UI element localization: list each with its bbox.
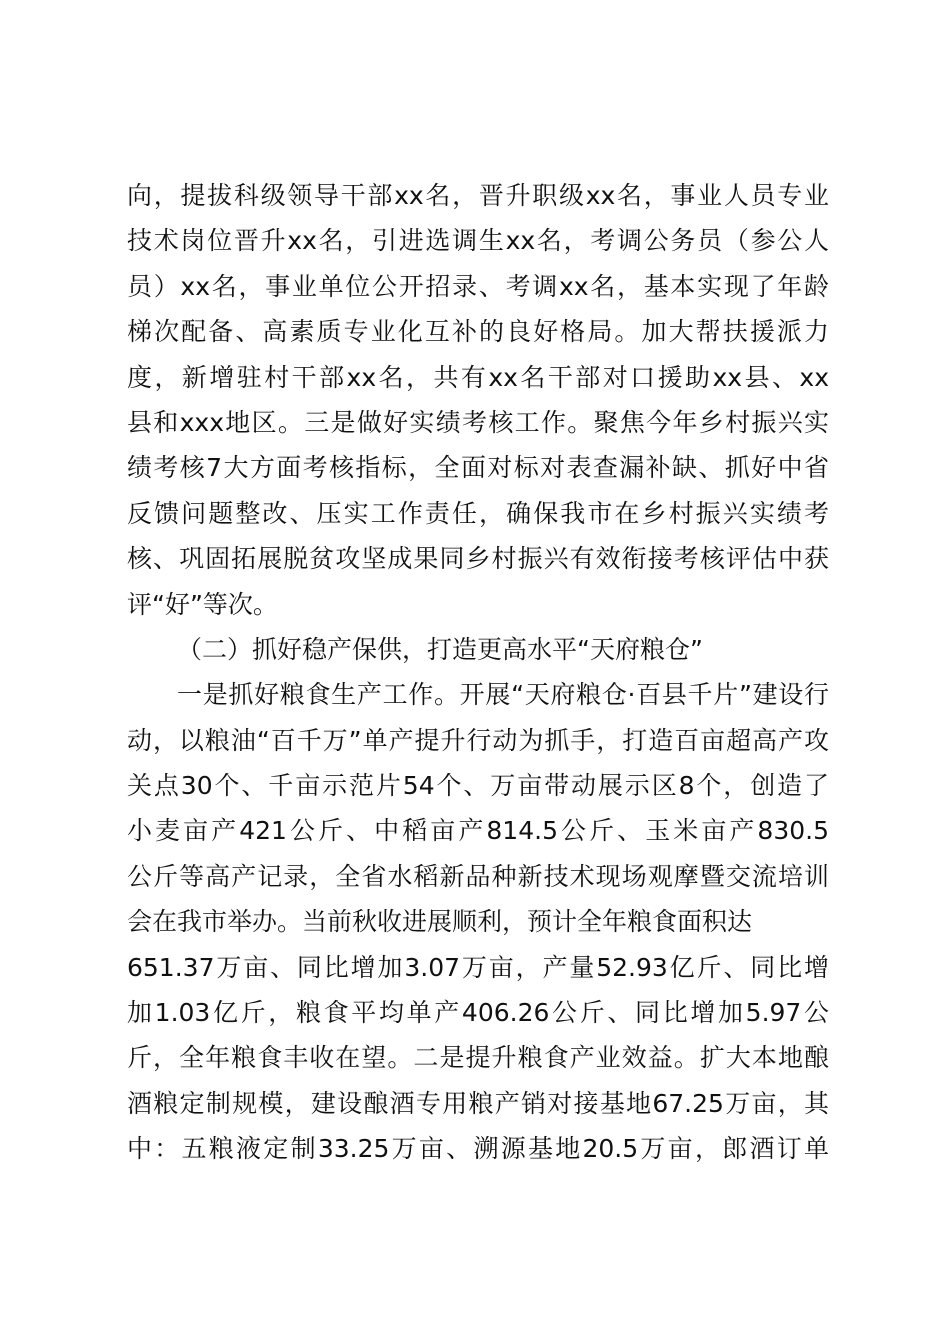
- section-heading: （二）抓好稳产保供，打造更高水平“天府粮仓”: [177, 634, 703, 664]
- text-line: 核、巩固拓展脱贫攻坚成果同乡村振兴有效衔接考核评估中获: [127, 544, 829, 574]
- text-line: 绩考核7大方面考核指标，全面对标对表查漏补缺、抓好中省: [127, 453, 829, 483]
- text-line: 动，以粮油“百千万”单产提升行动为抓手，打造百亩超高产攻: [127, 725, 829, 755]
- text-line: 评“好”等次。: [127, 589, 278, 619]
- paragraph-grain-production: [127, 672, 829, 1171]
- text-line: 斤，全年粮食丰收在望。二是提升粮食产业效益。扩大本地酿: [127, 1043, 829, 1073]
- text-line: 小麦亩产421公斤、中稻亩产814.5公斤、玉米亩产830.5: [127, 816, 829, 846]
- text-line: 反馈问题整改、压实工作责任，确保我市在乡村振兴实绩考: [127, 498, 829, 528]
- text-line: 651.37万亩、同比增加3.07万亩，产量52.93亿斤、同比增: [127, 952, 829, 982]
- text-line: 公斤等高产记录，全省水稻新品种新技术现场观摩暨交流培训: [127, 861, 829, 891]
- text-line: 技术岗位晋升xx名，引进选调生xx名，考调公务员（参公人: [127, 226, 829, 256]
- text-line: 一是抓好粮食生产工作。开展“天府粮仓·百县千片”建设行: [177, 680, 829, 710]
- text-line: 酒粮定制规模，建设酿酒专用粮产销对接基地67.25万亩，其: [127, 1088, 829, 1118]
- text-line: 度，新增驻村干部xx名，共有xx名干部对口援助xx县、xx: [127, 362, 829, 392]
- text-line: 中：五粮液定制33.25万亩、溯源基地20.5万亩，郎酒订单: [127, 1134, 829, 1164]
- paragraph-personnel: [127, 173, 829, 627]
- text-line: 员）xx名，事业单位公开招录、考调xx名，基本实现了年龄: [127, 271, 829, 301]
- text-line: 加1.03亿斤，粮食平均单产406.26公斤、同比增加5.97公: [127, 998, 829, 1028]
- document-body: [127, 173, 829, 1172]
- text-line: 梯次配备、高素质专业化互补的良好格局。加大帮扶援派力: [127, 317, 829, 347]
- text-line: 会在我市举办。当前秋收进展顺利，预计全年粮食面积达: [127, 907, 753, 937]
- text-line: 县和xxx地区。三是做好实绩考核工作。聚焦今年乡村振兴实: [127, 407, 829, 437]
- text-line: 关点30个、千亩示范片54个、万亩带动展示区8个，创造了: [127, 771, 829, 801]
- text-line: 向，提拔科级领导干部xx名，晋升职级xx名，事业人员专业: [127, 181, 829, 210]
